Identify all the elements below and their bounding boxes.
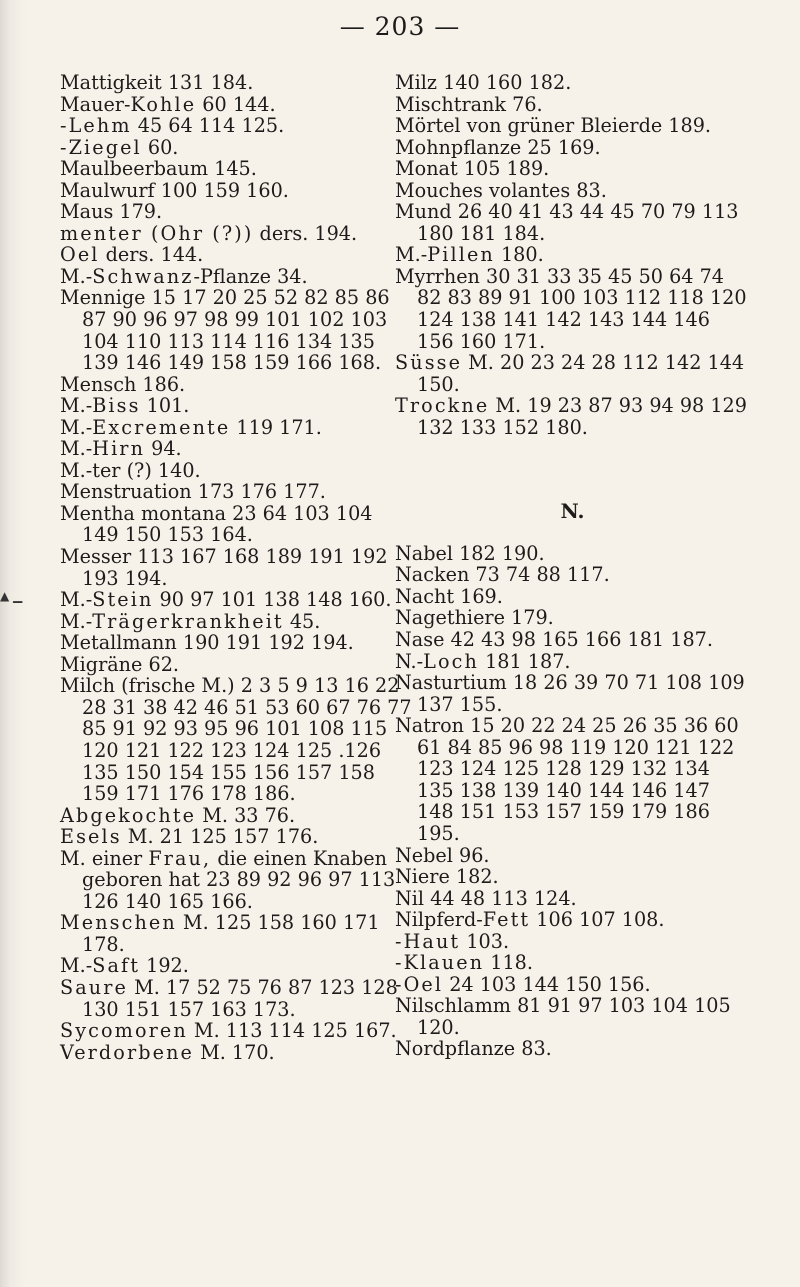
- index-entry: Milz 140 160 182.: [395, 71, 572, 94]
- index-entry: Migräne 62.: [60, 652, 180, 676]
- index-entry: Verdorbene M. 170.: [60, 1040, 275, 1064]
- index-entry: Niere 182.: [395, 865, 499, 889]
- index-entry: Nil 44 48 113 124.: [395, 886, 577, 910]
- index-entry: Mörtel von grüner Bleierde 189.: [395, 114, 712, 138]
- index-entry: Nilpferd-Fett 106 107 108.: [395, 908, 665, 932]
- index-entry: -Haut 103.: [395, 929, 510, 953]
- index-entry: -Oel 24 103 144 150 156.: [395, 972, 651, 996]
- index-entry: Nordpflanze 83.: [395, 1037, 552, 1061]
- index-entry: Mentha montana 23 64 103 104 149 150 153 164.: [60, 501, 373, 547]
- index-entry: Saure M. 17 52 75 76 87 123 128 130 151 157 163 173.: [60, 975, 398, 1021]
- index-entry: M.-Biss 101.: [60, 394, 190, 418]
- index-entry: Mensch 186.: [60, 372, 186, 396]
- index-entry: Mattigkeit 131 184.: [60, 71, 254, 94]
- index-entry: M.-Saft 192.: [60, 954, 189, 978]
- index-entry: Nase 42 43 98 165 166 181 187.: [395, 628, 713, 652]
- index-entry: Trockne M. 19 23 87 93 94 98 129 132 133 152 180.: [395, 394, 747, 439]
- index-column-right: [395, 72, 750, 1060]
- index-column-left: [60, 72, 415, 1063]
- index-entry: M.-Trägerkrankheit 45.: [60, 609, 321, 633]
- index-entry: M. einer Frau, die einen Knaben geboren hat 23 89 92 96 97 113 126 140 165 166.: [60, 846, 396, 913]
- index-entry: Mauer-Kohle 60 144.: [60, 92, 276, 116]
- index-entry: Menschen M. 125 158 160 171 178.: [60, 911, 380, 956]
- index-entry: Nebel 96.: [395, 843, 490, 867]
- index-entry: Menstruation 173 176 177.: [60, 480, 326, 504]
- index-entry: Nasturtium 18 26 39 70 71 108 109 137 155.: [395, 671, 745, 716]
- index-entry: M.-Pillen 180.: [395, 243, 544, 267]
- index-entry: Messer 113 167 168 189 191 192 193 194.: [60, 545, 388, 590]
- index-entry: Maulwurf 100 159 160.: [60, 178, 289, 202]
- index-entry: Nagethiere 179.: [395, 606, 554, 630]
- index-entry: -Lehm 45 64 114 125.: [60, 114, 285, 138]
- index-entry: N.-Loch 181 187.: [395, 649, 571, 673]
- index-entry: Maulbeerbaum 145.: [60, 157, 257, 181]
- index-entry: Abgekochte M. 33 76.: [60, 803, 296, 827]
- index-entry: Metallmann 190 191 192 194.: [60, 631, 354, 655]
- index-entry: Maus 179.: [60, 200, 163, 224]
- index-entry: Süsse M. 20 23 24 28 112 142 144 150.: [395, 351, 745, 396]
- index-entry: Nabel 182 190.: [395, 541, 545, 565]
- index-entry: M.-ter (?) 140.: [60, 458, 201, 482]
- index-entry: Mohnpflanze 25 169.: [395, 135, 601, 159]
- index-entry: Nacht 169.: [395, 584, 503, 608]
- index-entry: Oel ders. 144.: [60, 243, 204, 267]
- section-heading-n: N.: [560, 499, 585, 524]
- index-section-n: [395, 543, 750, 1060]
- index-entry: -Ziegel 60.: [60, 135, 179, 159]
- index-entry: M.-Schwanz-Pflanze 34.: [60, 264, 308, 288]
- index-entry: Milch (frische M.) 2 3 5 9 13 16 22 28 31 38 42 46 51 53 60 67 76 77 85 91 92 93 95 96 101 108 115 120 121 122 123 124 125 .126 135 150 154 155 156 157 158 159 171 176 178 186.: [60, 674, 412, 806]
- index-entry: Sycomoren M. 113 114 125 167.: [60, 1019, 397, 1043]
- index-entry: -Klauen 118.: [395, 951, 533, 975]
- index-entry: Myrrhen 30 31 33 35 45 50 64 74 82 83 89 91 100 103 112 118 120 124 138 141 142 143 144 146 156 160 171.: [395, 264, 747, 353]
- margin-marker: ▲ ▁: [0, 589, 23, 603]
- index-entry: M.-Hirn 94.: [60, 437, 182, 461]
- index-entry: Mund 26 40 41 43 44 45 70 79 113 180 181 184.: [395, 200, 739, 245]
- index-entry: Mouches volantes 83.: [395, 178, 607, 202]
- index-entry: menter (Ohr (?)) ders. 194.: [60, 221, 358, 245]
- index-entry: Mischtrank 76.: [395, 92, 543, 116]
- index-entry: Esels M. 21 125 157 176.: [60, 825, 319, 849]
- index-section-m: [395, 72, 750, 438]
- index-entry: M.-Stein 90 97 101 138 148 160.: [60, 588, 392, 612]
- page-number: — 203 —: [339, 12, 461, 41]
- index-entry: Monat 105 189.: [395, 157, 550, 181]
- index-entry: M.-Excremente 119 171.: [60, 415, 322, 439]
- index-entry: Mennige 15 17 20 25 52 82 85 86 87 90 96 97 98 99 101 102 103 104 110 113 114 116 134 135 139 146 149 158 159 166 168.: [60, 286, 390, 375]
- index-entry: Nacken 73 74 88 117.: [395, 563, 610, 587]
- index-entry: Natron 15 20 22 24 25 26 35 36 60 61 84 85 96 98 119 120 121 122 123 124 125 128 129 132 134 135 138 139 140 144 146 147 148 151 153 157 159 179 186 195.: [395, 714, 739, 845]
- index-entry: Nilschlamm 81 91 97 103 104 105 120.: [395, 994, 731, 1039]
